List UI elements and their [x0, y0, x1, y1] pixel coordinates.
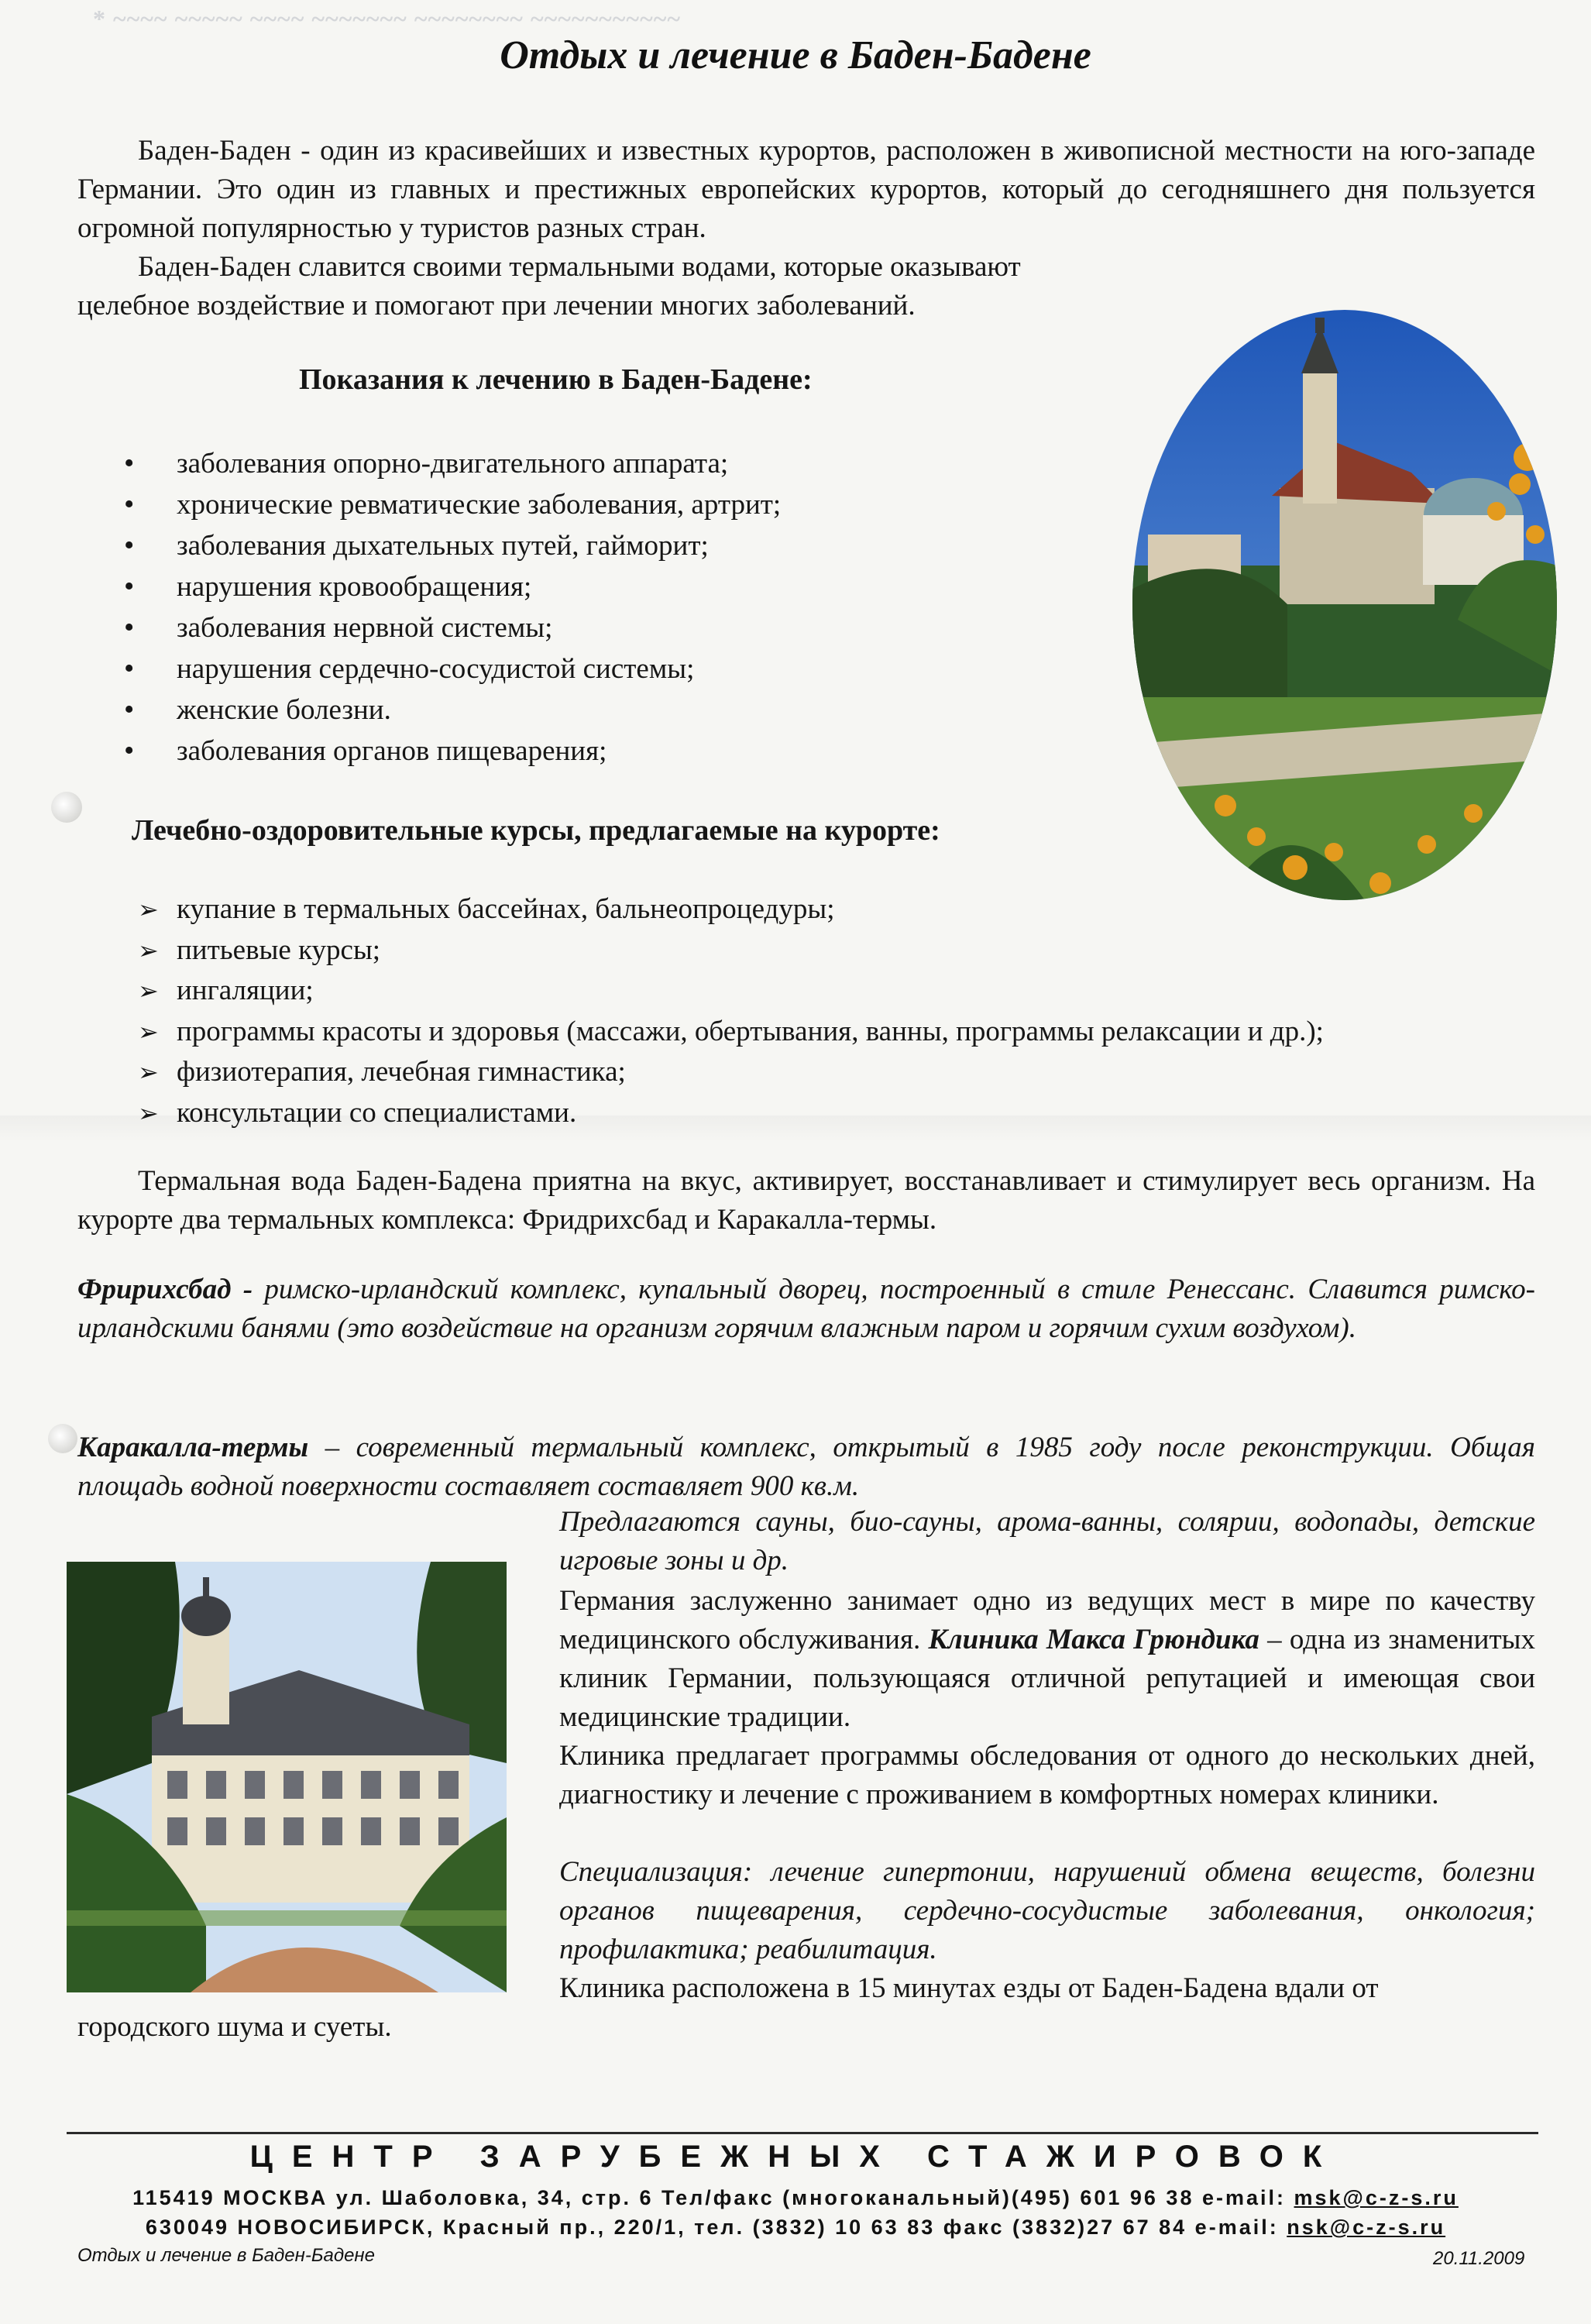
caracalla-paragraph [77, 1428, 1535, 1506]
footer-divider [67, 2132, 1538, 2134]
caracalla-text: – современный термальный комплекс, открытый в 1985 году после реконструкции. Общая площадь водной поверхности составляет составляет 900 кв.м. [77, 1432, 1535, 1502]
grundig-clinic-photo [67, 1562, 507, 1992]
caracalla-name: Каракалла-термы [77, 1432, 309, 1463]
courses-heading: Лечебно-оздоровительные курсы, предлагаемые на курорте: [132, 814, 940, 847]
specialization-paragraph: Специализация: лечение гипертонии, нарушений обмена веществ, болезни органов пищеварения, сердечно-сосудистые заболевания, онкология; профилактика; реабилитация. [559, 1856, 1535, 1965]
moscow-address [0, 2186, 1591, 2210]
list-item: • женские болезни. [124, 689, 781, 731]
list-item: ➢ физиотерапия, лечебная гимнастика; [138, 1052, 1324, 1093]
list-item: ➢ консультации со специалистами. [138, 1093, 1324, 1134]
footer-date: 20.11.2009 [1433, 2248, 1525, 2269]
caracalla-offer-paragraph: Предлагаются сауны, био-сауны, арома-ванны, солярии, водопады, детские игровые зоны и др. [559, 1506, 1535, 1576]
location-line-2: городского шума и суеты. [77, 2011, 392, 2043]
friedrichsbad-paragraph [77, 1270, 1535, 1348]
organization-name: ЦЕНТР ЗАРУБЕЖНЫХ СТАЖИРОВОК [249, 2140, 1342, 2174]
list-item: ➢ купание в термальных бассейнах, бальнеопроцедуры; [138, 889, 1324, 930]
baden-baden-church-photo [1132, 310, 1557, 900]
novosibirsk-email-link[interactable]: nsk@c-z-s.ru [1287, 2216, 1446, 2239]
thermal-water-paragraph: Термальная вода Баден-Бадена приятна на вкус, активирует, восстанавливает и стимулирует весь организм. На курорте два термальных комплекса: Фридрихсбад и Каракалла-термы. [77, 1165, 1535, 1236]
novosibirsk-address [0, 2216, 1591, 2240]
germany-intro: Германия заслуженно занимает одно из ведущих мест в мире по качеству медицинского обслуживания. [559, 1585, 1535, 1655]
clinic-name: Клиника Макса Грюндика [928, 1624, 1259, 1655]
list-item: ➢ питьевые курсы; [138, 930, 1324, 971]
courses-list [138, 889, 1324, 1133]
list-item: ➢ ингаляции; [138, 971, 1324, 1012]
clinic-programs-paragraph: Клиника предлагает программы обследования от одного до нескольких дней, диагностику и лечение с проживанием в комфортных номерах клиники. [559, 1740, 1535, 1810]
bleed-through-text: * ~~~~ ~~~~~ ~~~~ ~~~~~~~ ~~~~~~~~ ~~~~~~~~~~~ [93, 5, 681, 33]
moscow-address-text: 115419 МОСКВА ул. Шаболовка, 34, стр. 6 Тел/факс (многоканальный)(495) 601 96 38 e-mail: [132, 2186, 1286, 2209]
clinic-desc: – одна из знаменитых клиник Германии, пользующаяся отличной репутацией и имеющая свои медицинские традиции. [559, 1624, 1535, 1733]
thermal-fame-line-2: целебное воздействие и помогают при лечении многих заболеваний. [77, 290, 916, 321]
indications-heading: Показания к лечению в Баден-Бадене: [299, 363, 813, 396]
page-title: Отдых и лечение в Баден-Бадене [500, 33, 1091, 77]
list-item: • хронические ревматические заболевания, артрит; [124, 484, 781, 525]
germany-clinic-paragraph [559, 1582, 1535, 1737]
punch-hole-mark [51, 792, 82, 823]
footer-document-name: Отдых и лечение в Баден-Бадене [77, 2245, 375, 2266]
friedrichsbad-text: римско-ирландский комплекс, купальный дворец, построенный в стиле Ренессанс. Славится римско-ирландскими банями (это воздействие на организм горячим влажным паром и горячим сухим воздухом). [77, 1274, 1536, 1344]
list-item: ➢ программы красоты и здоровья (массажи, обертывания, ванны, программы релаксации и др.); [138, 1012, 1324, 1053]
list-item: • нарушения сердечно-сосудистой системы; [124, 648, 781, 689]
moscow-email-link[interactable]: msk@c-z-s.ru [1294, 2186, 1459, 2209]
friedrichsbad-name: Фририхсбад - [77, 1274, 253, 1305]
list-item: • заболевания дыхательных путей, гайморит; [124, 525, 781, 566]
punch-hole-mark [48, 1424, 77, 1453]
location-line-1: Клиника расположена в 15 минутах езды от Баден-Бадена вдали от [559, 1972, 1379, 2004]
list-item: • заболевания органов пищеварения; [124, 731, 781, 772]
list-item: • заболевания опорно-двигательного аппарата; [124, 443, 781, 484]
thermal-fame-line-1: Баден-Баден славится своими термальными водами, которые оказывают [138, 251, 1021, 283]
indications-list [124, 443, 781, 772]
intro-paragraph: Баден-Баден - один из красивейших и известных курортов, расположен в живописной местности на юго-западе Германии. Это один из главных и престижных европейских курортов, который до сегодняшнего дня пользуется огромной популярностью у туристов разных стран. [77, 135, 1535, 244]
list-item: • заболевания нервной системы; [124, 607, 781, 648]
list-item: • нарушения кровообращения; [124, 566, 781, 607]
novosibirsk-address-text: 630049 НОВОСИБИРСК, Красный пр., 220/1, тел. (3832) 10 63 83 факс (3832)27 67 84 e-mail: [145, 2216, 1279, 2239]
